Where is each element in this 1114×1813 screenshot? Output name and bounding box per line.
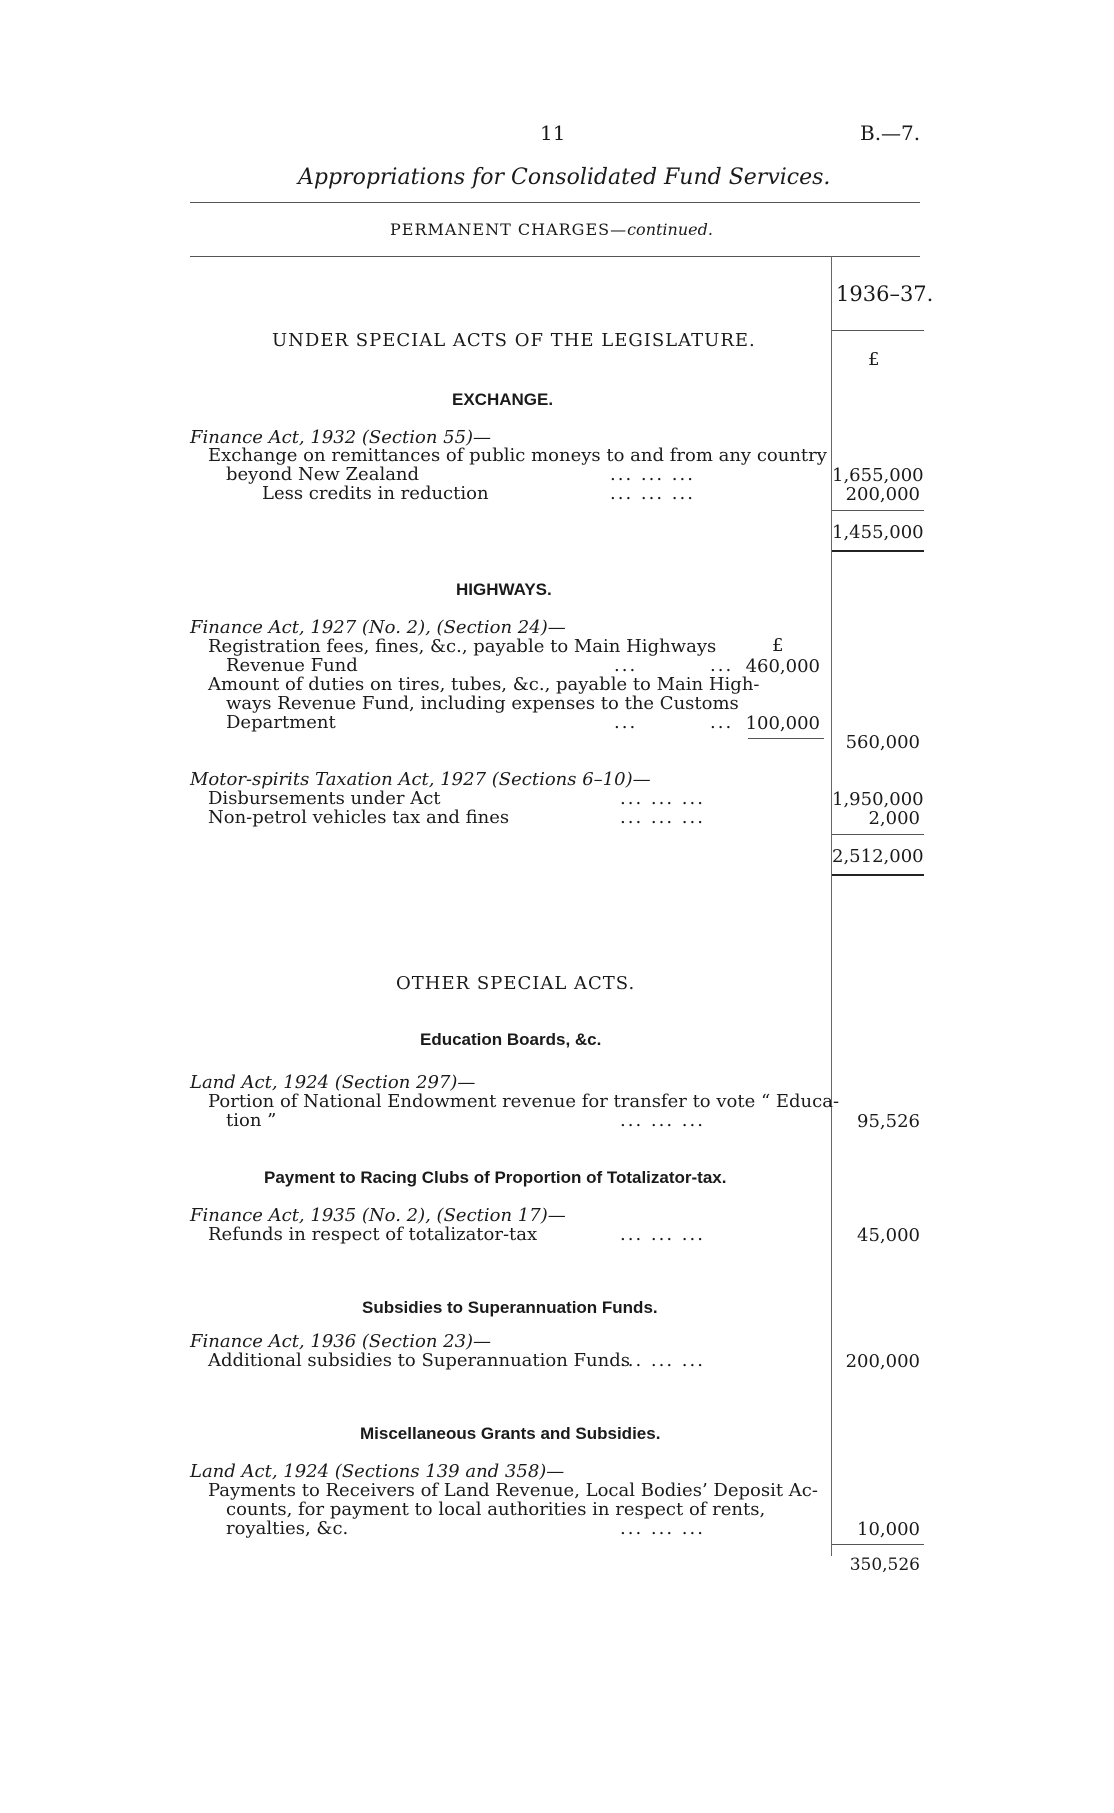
education-act: Land Act, 1924 (Section 297)— xyxy=(190,1072,476,1093)
misc-line2: counts, for payment to local authorities in respect of rents, xyxy=(226,1499,766,1520)
page-title: Appropriations for Consolidated Fund Services. xyxy=(298,165,831,190)
leader-dots: ... ... ... xyxy=(620,807,705,828)
highways-heading: HIGHWAYS. xyxy=(456,580,552,599)
superannuation-line1: Additional subsidies to Superannuation Funds xyxy=(208,1350,630,1371)
part2-heading: OTHER SPECIAL ACTS. xyxy=(396,973,636,994)
exchange-amount1: 1,655,000 xyxy=(832,465,924,486)
part2-total: 350,526 xyxy=(849,1555,920,1575)
racing-amount: 45,000 xyxy=(857,1225,920,1246)
exchange-act: Finance Act, 1932 (Section 55)— xyxy=(190,427,492,448)
education-line2: tion ” xyxy=(226,1110,277,1131)
year-rule xyxy=(832,330,924,331)
highways-act2: Motor-spirits Taxation Act, 1927 (Sections 6–10)— xyxy=(190,769,651,790)
title-rule xyxy=(190,202,920,203)
misc-heading: Miscellaneous Grants and Subsidies. xyxy=(360,1424,661,1443)
leader-dots: ... ... ... xyxy=(620,1224,705,1245)
racing-act: Finance Act, 1935 (No. 2), (Section 17)— xyxy=(190,1205,566,1226)
education-heading: Education Boards, &c. xyxy=(420,1030,602,1049)
leader-dots: ... xyxy=(614,655,638,676)
part1-heading: UNDER SPECIAL ACTS OF THE LEGISLATURE. xyxy=(272,330,756,351)
superannuation-amount: 200,000 xyxy=(845,1351,920,1372)
highways-item2-amount: 100,000 xyxy=(745,713,820,734)
misc-line3: royalties, &c. xyxy=(226,1518,349,1539)
leader-dots: ... ... ... xyxy=(620,1110,705,1131)
leader-dots: ... xyxy=(710,655,734,676)
document-reference: B.—7. xyxy=(860,121,921,145)
exchange-total: 1,455,000 xyxy=(832,522,924,543)
highways-item4-amount: 2,000 xyxy=(868,808,920,829)
part2-rule xyxy=(832,1544,924,1545)
leader-dots: ... xyxy=(614,712,638,733)
highways-subtotal: 560,000 xyxy=(845,732,920,753)
exchange-amount2: 200,000 xyxy=(845,484,920,505)
highways-item2-line1: Amount of duties on tires, tubes, &c., payable to Main High- xyxy=(208,674,760,695)
highways-item3: Disbursements under Act xyxy=(208,788,441,809)
highways-act1: Finance Act, 1927 (No. 2), (Section 24)— xyxy=(190,617,566,638)
page-number: 11 xyxy=(540,121,566,145)
highways-total: 2,512,000 xyxy=(832,846,924,867)
year-header: 1936–37. xyxy=(836,282,934,306)
misc-line1: Payments to Receivers of Land Revenue, Local Bodies’ Deposit Ac- xyxy=(208,1480,818,1501)
exchange-rule xyxy=(832,510,924,511)
section-subtitle: PERMANENT CHARGES—continued. xyxy=(390,220,713,239)
highways-item1-line2: Revenue Fund xyxy=(226,655,358,676)
exchange-line3: Less credits in reduction xyxy=(262,483,489,504)
education-line1: Portion of National Endowment revenue for transfer to vote “ Educa- xyxy=(208,1091,840,1112)
inner-currency: £ xyxy=(772,635,784,656)
highways-item2-line2: ways Revenue Fund, including expenses to the Customs xyxy=(226,693,739,714)
highways-item1-line1: Registration fees, fines, &c., payable to Main Highways xyxy=(208,636,717,657)
highways-item4: Non-petrol vehicles tax and fines xyxy=(208,807,510,828)
subtitle-rule xyxy=(190,256,920,257)
leader-dots: ... ... ... xyxy=(620,788,705,809)
currency-header: £ xyxy=(868,349,880,370)
leader-dots: ... ... ... xyxy=(620,1518,705,1539)
leader-dots: ... xyxy=(710,712,734,733)
exchange-line1: Exchange on remittances of public moneys to and from any country xyxy=(208,445,827,466)
highways-item2-line3: Department xyxy=(226,712,336,733)
superannuation-act: Finance Act, 1936 (Section 23)— xyxy=(190,1331,492,1352)
leader-dots: ... ... ... xyxy=(620,1350,705,1371)
highways-item1-amount: 460,000 xyxy=(745,656,820,677)
highways-inner-rule xyxy=(748,738,824,739)
racing-heading: Payment to Racing Clubs of Proportion of Totalizator-tax. xyxy=(264,1168,727,1187)
highways-item3-amount: 1,950,000 xyxy=(832,789,924,810)
racing-line1: Refunds in respect of totalizator-tax xyxy=(208,1224,538,1245)
highways-double-rule xyxy=(832,874,924,876)
superannuation-heading: Subsidies to Superannuation Funds. xyxy=(362,1298,658,1317)
exchange-heading: EXCHANGE. xyxy=(452,390,554,409)
highways-rule xyxy=(832,834,924,835)
leader-dots: ... ... ... xyxy=(610,464,695,485)
misc-amount: 10,000 xyxy=(857,1519,920,1540)
education-amount: 95,526 xyxy=(857,1111,920,1132)
exchange-line2: beyond New Zealand xyxy=(226,464,420,485)
leader-dots: ... ... ... xyxy=(610,483,695,504)
misc-act: Land Act, 1924 (Sections 139 and 358)— xyxy=(190,1461,565,1482)
exchange-double-rule xyxy=(832,550,924,552)
